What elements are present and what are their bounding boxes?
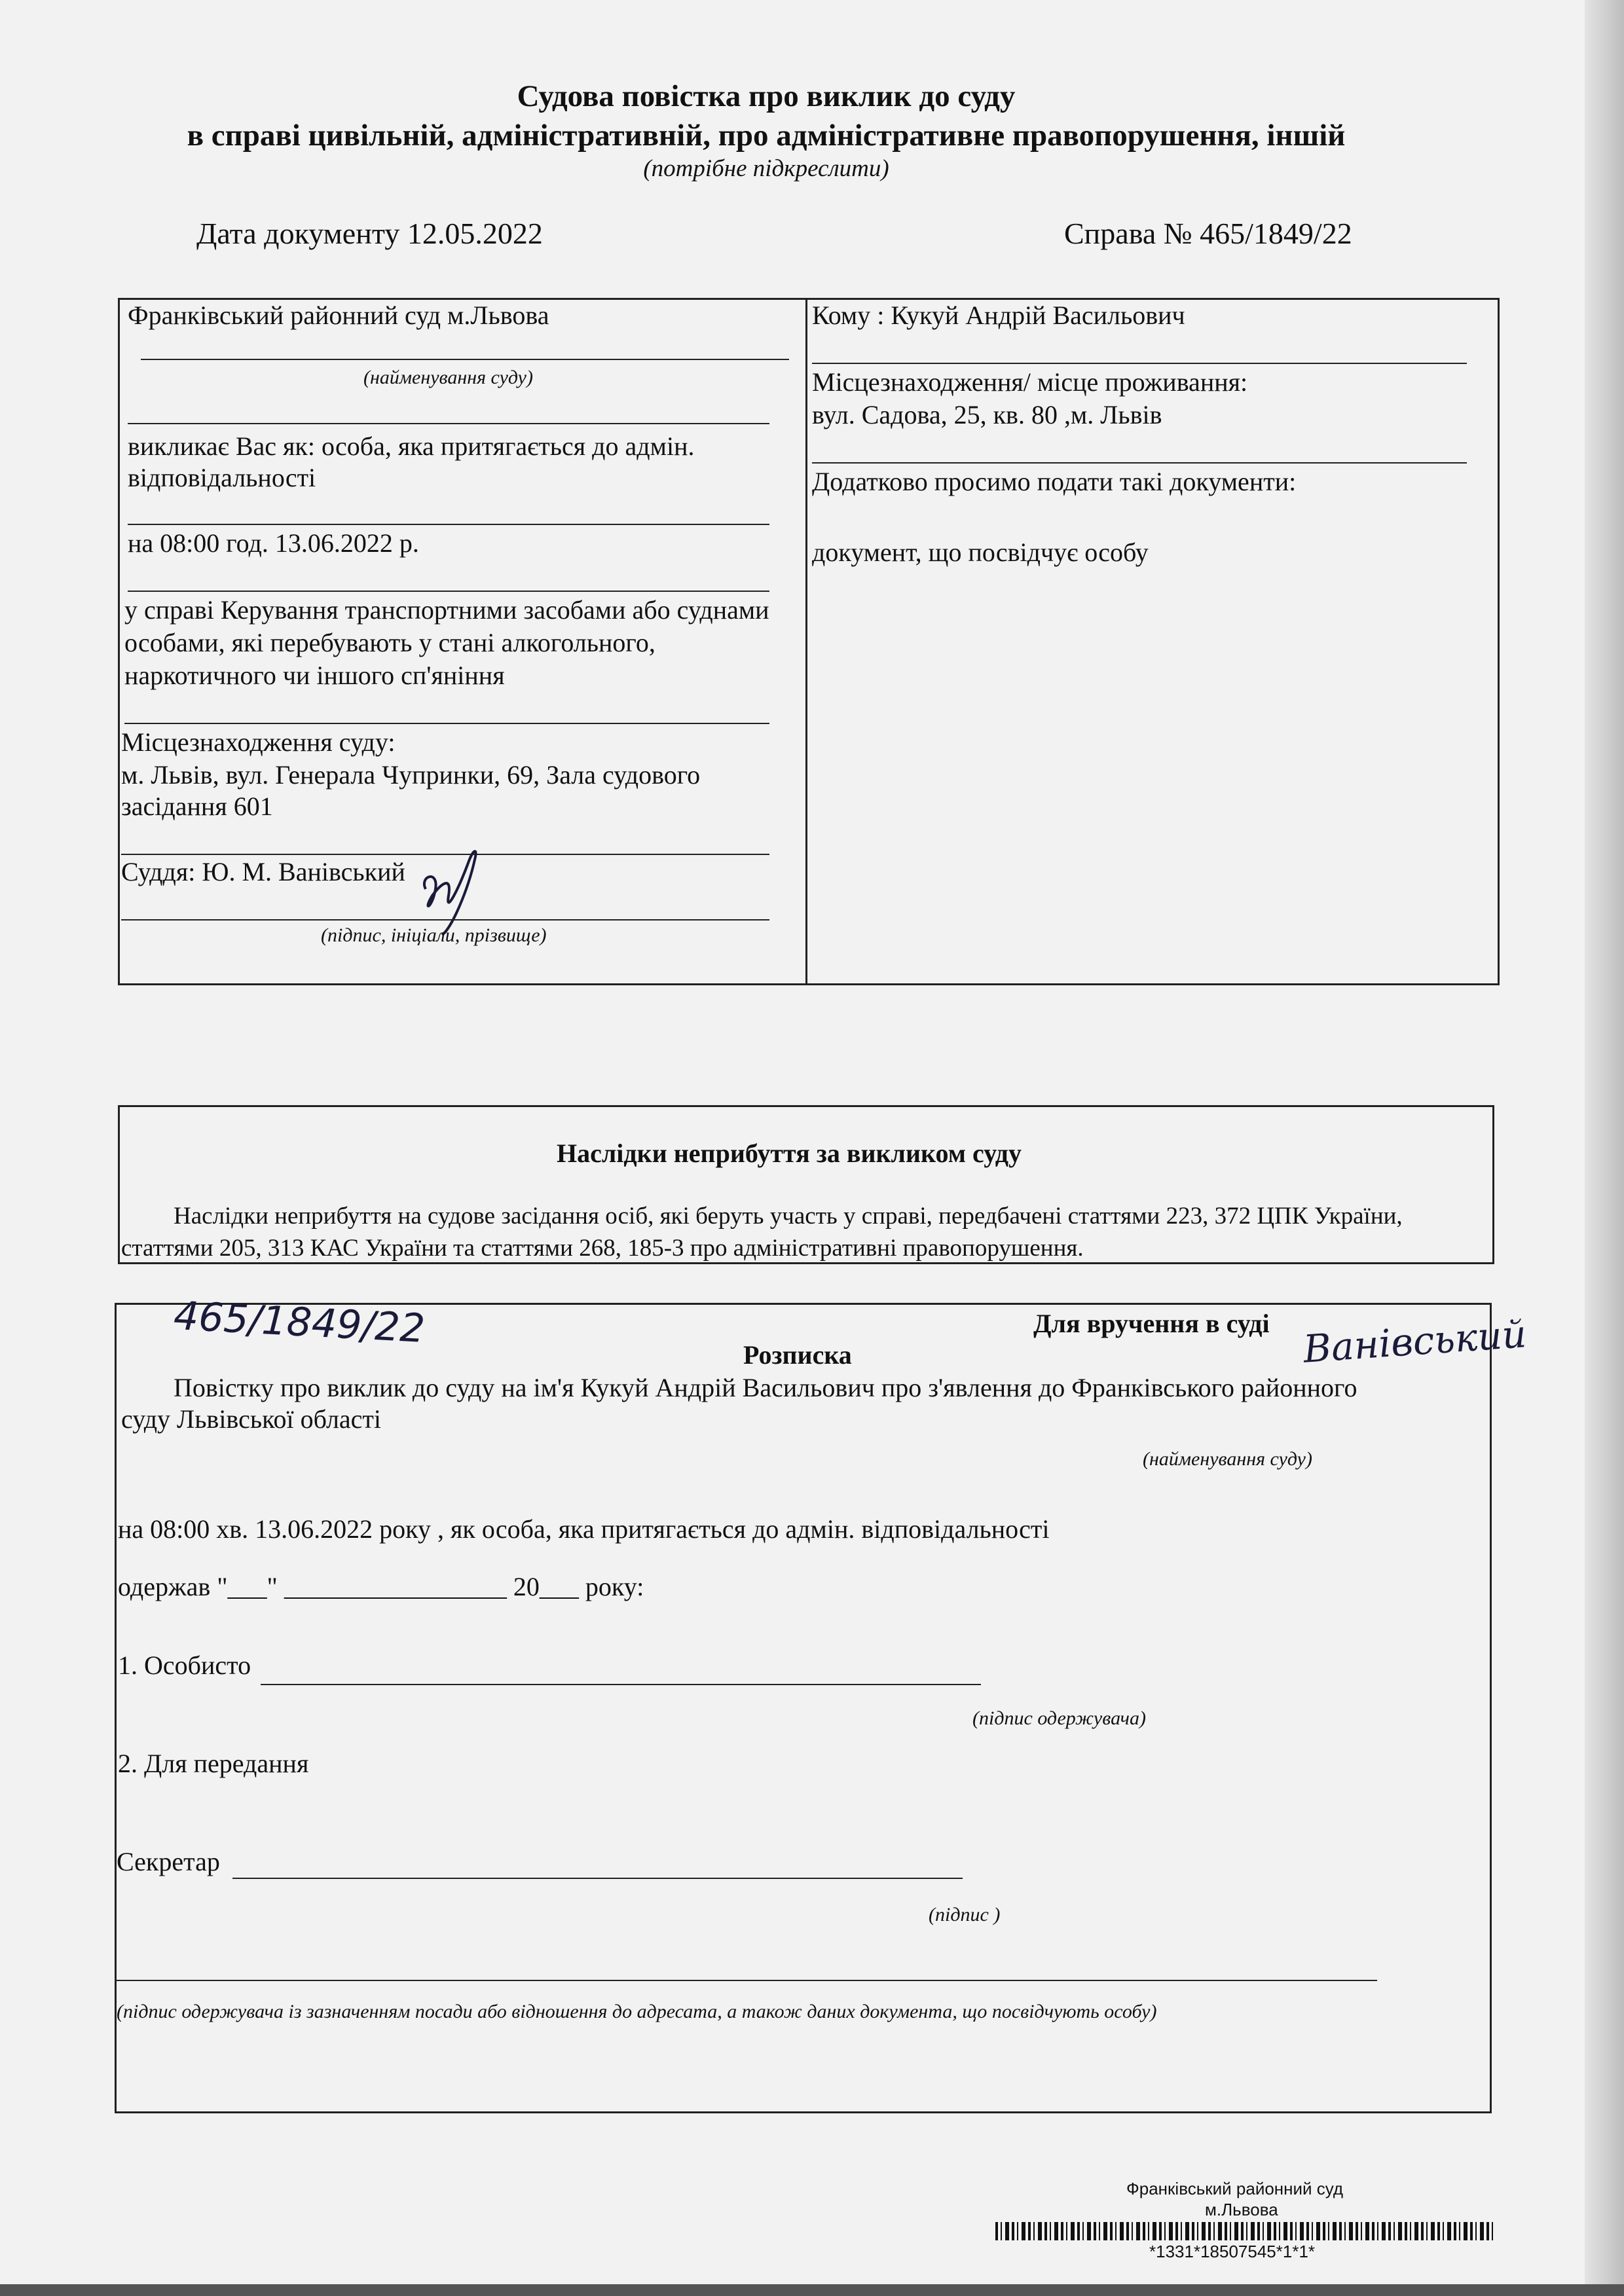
court-location-label: Місцезнаходження суду:	[121, 727, 396, 757]
rule	[124, 723, 769, 724]
footer-court-line-2: м.Львова	[1205, 2200, 1278, 2219]
rule	[128, 423, 769, 424]
final-signature-line	[117, 1980, 1377, 1981]
scan-bottom-edge	[0, 2284, 1624, 2296]
court-name: Франківський районний суд м.Львова	[128, 301, 549, 330]
receipt-court-caption: (найменування суду)	[1143, 1448, 1312, 1470]
consequences-text-line-1: Наслідки неприбуття на судове засідання осіб, які беруть участь у справі, передбачені статтями 223, 372 ЦПК України,	[174, 1203, 1403, 1230]
summons-as-line-1: викликає Вас як: особа, яка притягається до адмін.	[128, 431, 695, 461]
handwritten-name: Ванівський	[1302, 1311, 1528, 1372]
rule	[141, 359, 789, 360]
secretary-signature-caption: (підпис )	[929, 1904, 1001, 1925]
documents-label: Додатково просимо подати такі документи:	[812, 467, 1297, 496]
consequences-title: Наслідки неприбуття за викликом суду	[557, 1139, 1022, 1168]
signature-caption: (підпис, ініціали, прізвище)	[321, 924, 547, 946]
column-divider	[805, 298, 807, 985]
case-subject-line-3: наркотичного чи іншого сп'яніння	[124, 661, 505, 690]
scan-edge	[1585, 0, 1624, 2296]
barcode-icon	[995, 2222, 1493, 2240]
receipt-text-line-2: суду Львівської області	[121, 1404, 382, 1434]
court-location-line-1: м. Львів, вул. Генерала Чупринки, 69, Зала судового	[121, 760, 701, 790]
receipt-time-line: на 08:00 хв. 13.06.2022 року , як особа, яка притягається до адмін. відповідальності	[118, 1514, 1050, 1544]
court-location-line-2: засідання 601	[121, 792, 273, 821]
rule	[128, 591, 769, 592]
consequences-text-line-2: статтями 205, 313 КАС України та статтями 268, 185-3 про адміністративні правопорушення.	[121, 1235, 1084, 1262]
summons-as-line-2: відповідальності	[128, 463, 316, 492]
footer-court-line-1: Франківський районний суд	[1126, 2179, 1344, 2198]
title-note: (потрібне підкреслити)	[643, 155, 889, 182]
handwritten-case-number: 465/1849/22	[172, 1292, 426, 1353]
court-caption: (найменування суду)	[363, 367, 533, 388]
judge-name: Суддя: Ю. М. Ванівський	[121, 857, 405, 886]
case-subject-line-2: особами, які перебувають у стані алкогольного,	[124, 628, 655, 657]
personal-label: 1. Особисто	[118, 1650, 251, 1680]
recipient-signature-caption: (підпис одержувача)	[972, 1707, 1146, 1729]
personal-signature-line	[261, 1684, 981, 1685]
hearing-time: на 08:00 год. 13.06.2022 р.	[128, 528, 419, 558]
case-number: Справа № 465/1849/22	[1064, 217, 1352, 250]
receipt-title: Розписка	[743, 1340, 852, 1370]
documents-required: документ, що посвідчує особу	[812, 538, 1149, 567]
rule	[812, 462, 1467, 464]
recipient-name: Кому : Кукуй Андрій Васильович	[812, 301, 1185, 330]
final-signature-caption: (підпис одержувача із зазначенням посади або відношення до адресата, а також даних документа, що посвідчують особу)	[117, 2001, 1157, 2022]
title-line-2: в справі цивільній, адміністративній, про адміністративне правопорушення, іншій	[187, 118, 1346, 153]
received-date-line: одержав "___" _________________ 20___ року:	[118, 1572, 644, 1601]
title-line-1: Судова повістка про виклик до суду	[517, 79, 1016, 113]
receipt-text-line-1: Повістку про виклик до суду на ім'я Кукуй Андрій Васильович про з'явлення до Франківського районного	[174, 1373, 1357, 1402]
secretary-signature-line	[232, 1878, 963, 1879]
rule	[128, 524, 769, 525]
case-subject-line-1: у справі Керування транспортними засобами або суднами	[124, 595, 769, 625]
secretary-label: Секретар	[117, 1847, 220, 1876]
recipient-address: вул. Садова, 25, кв. 80 ,м. Львів	[812, 400, 1162, 429]
rule	[121, 919, 769, 920]
recipient-address-label: Місцезнаходження/ місце проживання:	[812, 367, 1248, 397]
barcode-text: *1331*18507545*1*1*	[1149, 2242, 1316, 2261]
rule	[812, 363, 1467, 364]
for-transfer-label: 2. Для передання	[118, 1749, 309, 1778]
for-court-delivery: Для вручення в суді	[1033, 1309, 1270, 1338]
document-date: Дата документу 12.05.2022	[196, 217, 543, 250]
